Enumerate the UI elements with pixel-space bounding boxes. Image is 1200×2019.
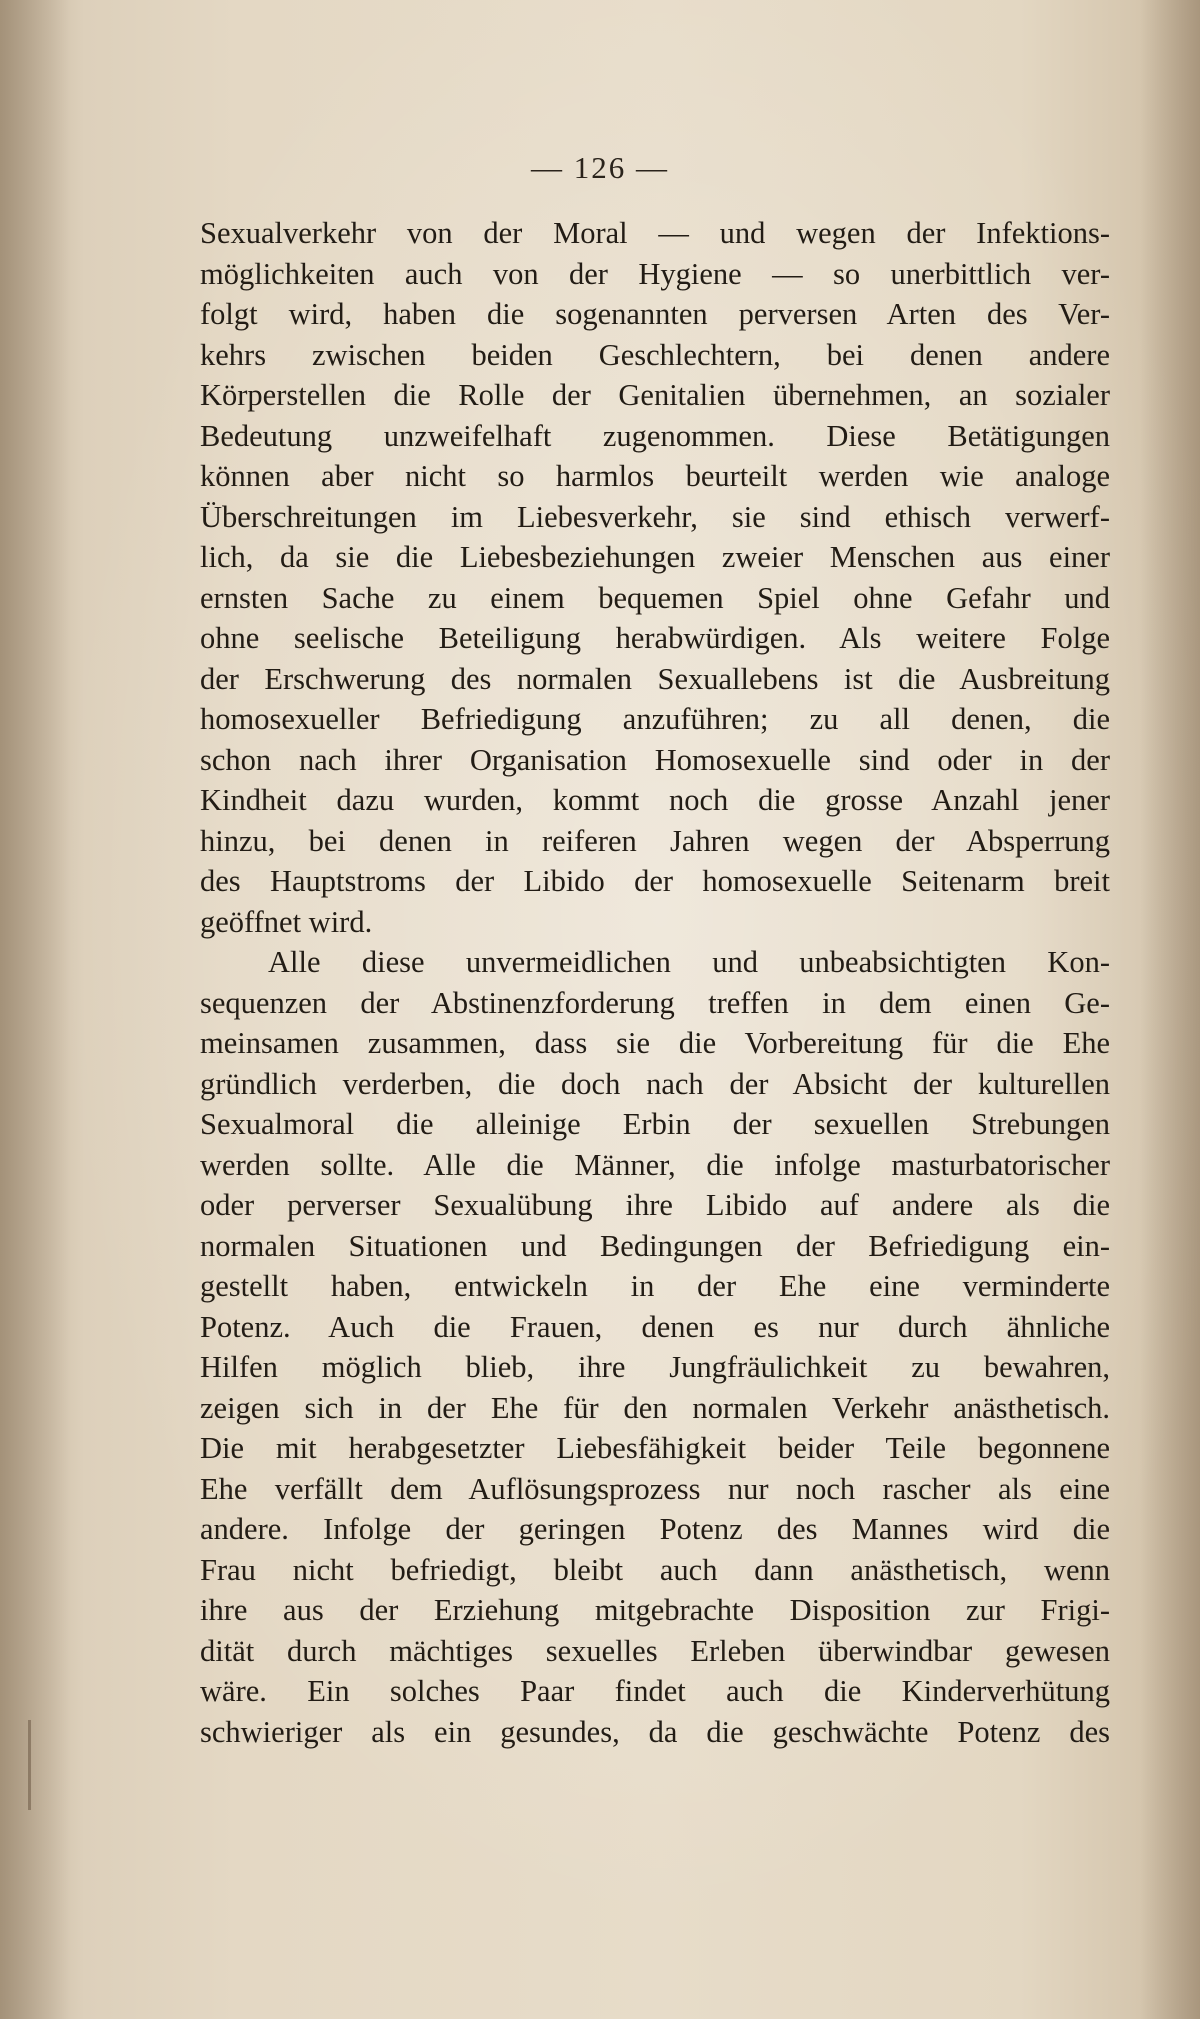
text-line: Hilfen möglich blieb, ihre Jungfräulichkeit zu bewahren, xyxy=(200,1350,1110,1384)
text-line: lich, da sie die Liebesbeziehungen zweier Menschen aus einer xyxy=(200,540,1110,574)
text-line: Alle diese unvermeidlichen und unbeabsichtigten Kon- xyxy=(268,945,1110,979)
text-line: Sexualverkehr von der Moral — und wegen der Infektions- xyxy=(200,216,1110,250)
text-line: Bedeutung unzweifelhaft zugenommen. Diese Betätigungen xyxy=(200,418,1110,453)
page-number: — 126 — xyxy=(531,150,669,185)
text-line: hinzu, bei denen in reiferen Jahren wegen der Absperrung xyxy=(200,823,1110,858)
text-line: homosexueller Befriedigung anzuführen; zu all denen, die xyxy=(200,702,1110,736)
text-line: oder perverser Sexualübung ihre Libido auf andere als die xyxy=(200,1188,1110,1222)
scan-shadow-right xyxy=(1140,0,1200,2019)
text-line: gestellt haben, entwickeln in der Ehe eine verminderte xyxy=(200,1269,1110,1303)
paragraph-1 xyxy=(200,213,1110,942)
text-line: gründlich verderben, die doch nach der Absicht der kulturellen xyxy=(200,1066,1110,1101)
text-line: sequenzen der Abstinenzforderung treffen in dem einen Ge- xyxy=(200,985,1110,1020)
text-line: Überschreitungen im Liebesverkehr, sie sind ethisch verwerf- xyxy=(200,499,1110,534)
text-line: kehrs zwischen beiden Geschlechtern, bei denen andere xyxy=(200,337,1110,372)
text-line: normalen Situationen und Bedingungen der Befriedigung ein- xyxy=(200,1228,1110,1263)
text-line: geöffnet wird. xyxy=(200,904,373,939)
text-line: Potenz. Auch die Frauen, denen es nur durch ähnliche xyxy=(200,1309,1110,1344)
text-line: des Hauptstroms der Libido der homosexuelle Seitenarm breit xyxy=(200,864,1110,898)
text-line: dität durch mächtiges sexuelles Erleben überwindbar gewesen xyxy=(200,1633,1110,1668)
body-text xyxy=(200,213,1110,1752)
text-line: meinsamen zusammen, dass sie die Vorbereitung für die Ehe xyxy=(200,1026,1110,1060)
text-line: Die mit herabgesetzter Liebesfähigkeit beider Teile begonnene xyxy=(200,1431,1110,1465)
text-line: schon nach ihrer Organisation Homosexuelle sind oder in der xyxy=(200,742,1110,777)
text-line: ihre aus der Erziehung mitgebrachte Disposition zur Frigi- xyxy=(200,1593,1110,1627)
paper-mark xyxy=(28,1720,31,1810)
text-line: Sexualmoral die alleinige Erbin der sexuellen Strebungen xyxy=(200,1107,1110,1141)
text-line: wäre. Ein solches Paar findet auch die Kinderverhütung xyxy=(200,1674,1110,1708)
text-line: werden sollte. Alle die Männer, die infolge masturbatorischer xyxy=(200,1147,1110,1182)
text-line: können aber nicht so harmlos beurteilt werden wie analoge xyxy=(200,459,1110,493)
text-line: möglichkeiten auch von der Hygiene — so unerbittlich ver- xyxy=(200,256,1110,291)
text-line: der Erschwerung des normalen Sexuallebens ist die Ausbreitung xyxy=(200,661,1110,696)
text-line: Ehe verfällt dem Auflösungsprozess nur noch rascher als eine xyxy=(200,1471,1110,1506)
text-line: schwieriger als ein gesundes, da die geschwächte Potenz des xyxy=(200,1714,1110,1749)
paragraph-2 xyxy=(200,942,1110,1752)
text-line: Kindheit dazu wurden, kommt noch die grosse Anzahl jener xyxy=(200,783,1110,817)
text-line: ernsten Sache zu einem bequemen Spiel ohne Gefahr und xyxy=(200,580,1110,615)
text-line: folgt wird, haben die sogenannten perversen Arten des Ver- xyxy=(200,297,1110,331)
text-line: ohne seelische Beteiligung herabwürdigen. Als weitere Folge xyxy=(200,621,1110,655)
text-line: Körperstellen die Rolle der Genitalien übernehmen, an sozialer xyxy=(200,378,1110,412)
text-line: Frau nicht befriedigt, bleibt auch dann anästhetisch, wenn xyxy=(200,1552,1110,1587)
scan-shadow-left xyxy=(0,0,70,2019)
text-line: andere. Infolge der geringen Potenz des Mannes wird die xyxy=(200,1512,1110,1546)
text-line: zeigen sich in der Ehe für den normalen Verkehr anästhetisch. xyxy=(200,1390,1110,1425)
